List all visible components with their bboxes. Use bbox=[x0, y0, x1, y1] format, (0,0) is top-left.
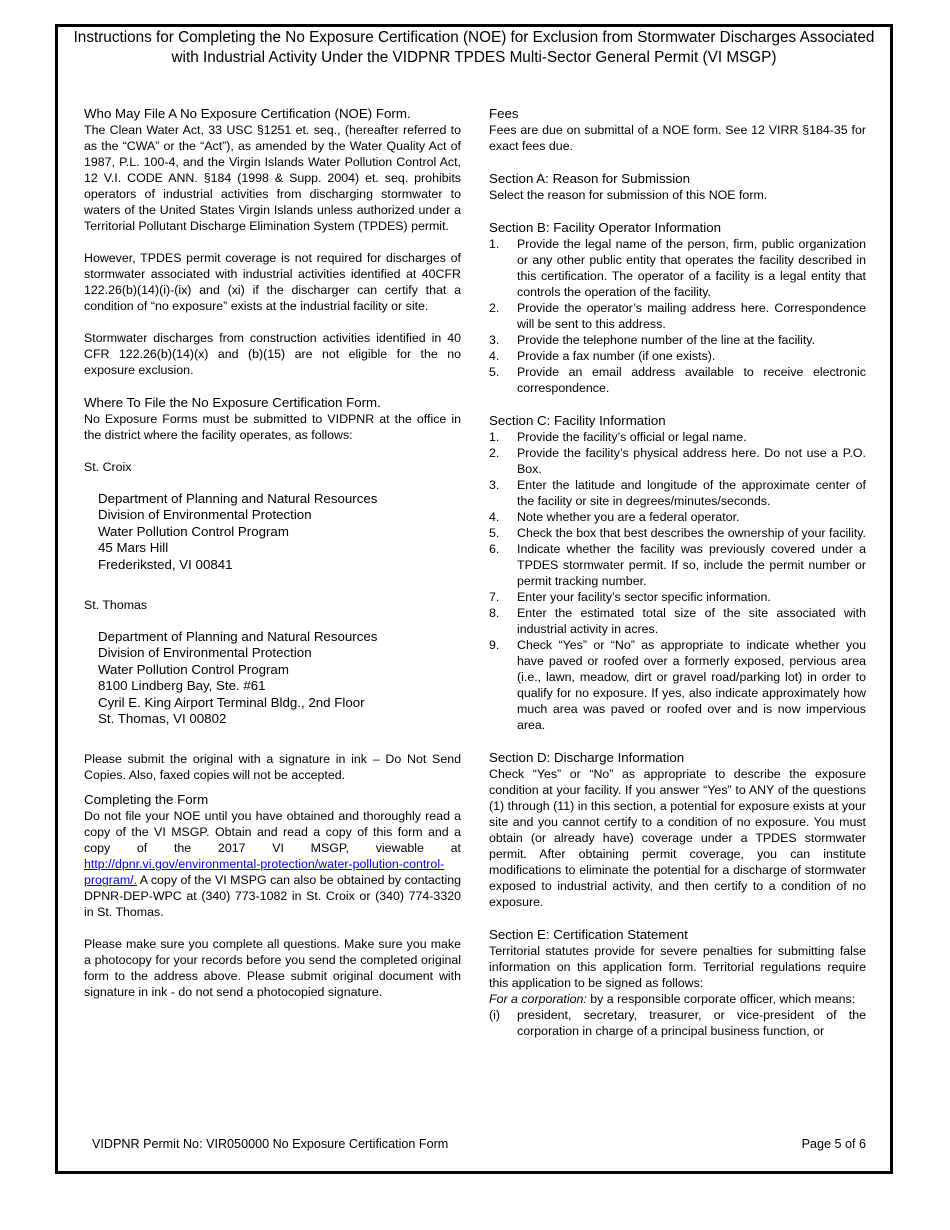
corporation-text: by a responsible corporate officer, which means: bbox=[586, 992, 856, 1006]
completing-paragraph-2: Please make sure you complete all questions. Make sure you make a photocopy for your records before you send the completed original form to the address above. Please submit original document with signature in ink - do not send a photocopied signature. bbox=[84, 937, 461, 1000]
address-line: 45 Mars Hill bbox=[98, 540, 169, 556]
completing-text-b: A copy of the VI MSPG can also be obtained by contacting DPNR-DEP-WPC at (340) 773-1082 in St. Croix or (340) 774-3320 in St. Thomas. bbox=[84, 873, 461, 920]
address-line: Water Pollution Control Program bbox=[98, 523, 289, 539]
section-d-heading: Section D: Discharge Information bbox=[489, 750, 685, 765]
section-e-corporation bbox=[489, 991, 866, 1007]
submit-note: Please submit the original with a signature in ink – Do Not Send Copies. Also, faxed copies will not be accepted. bbox=[84, 752, 461, 783]
address-line: St. Thomas, VI 00802 bbox=[98, 711, 227, 727]
corporation-label: For a corporation: bbox=[489, 992, 587, 1006]
st-thomas-label: St. Thomas bbox=[84, 598, 148, 613]
list-item: 2. Provide the operator’s mailing address here. Correspondence will be sent to this address. bbox=[489, 301, 866, 331]
list-item: 7. Enter your facility’s sector specific information. bbox=[489, 590, 771, 604]
address-line: Water Pollution Control Program bbox=[98, 661, 289, 677]
section-a-heading: Section A: Reason for Submission bbox=[489, 171, 691, 186]
completing-heading: Completing the Form bbox=[84, 792, 209, 808]
list-item: 9. Check “Yes” or “No” as appropriate to indicate whether you have paved or roofed over a formerly exposed, pervious area (i.e., lawn, meadow, dirt or gravel road/parking lot) in order to qualify for no exposure. If yes, also indicate approximately how much area was paved or roofed over and is now impervious area. bbox=[489, 638, 866, 732]
address-line: Department of Planning and Natural Resources bbox=[98, 629, 378, 645]
where-paragraph: No Exposure Forms must be submitted to VIDPNR at the office in the district where the facility operates, as follows: bbox=[84, 412, 461, 442]
address-line: Cyril E. King Airport Terminal Bldg., 2nd Floor bbox=[98, 694, 365, 710]
section-a-paragraph: Select the reason for submission of this NOE form. bbox=[489, 188, 768, 202]
address-line: Division of Environmental Protection bbox=[98, 507, 312, 523]
who-heading: Who May File A No Exposure Certification (NOE) Form. bbox=[84, 106, 411, 121]
section-e-list bbox=[489, 1007, 866, 1039]
list-item: 1. Provide the legal name of the person, firm, public organization or any other public entity that operates the facility described in this certification. The operator of a facility is a legal entity that controls the operation of the facility. bbox=[489, 237, 866, 299]
fees-paragraph: Fees are due on submittal of a NOE form. See 12 VIRR §184-35 for exact fees due. bbox=[489, 123, 866, 153]
list-item: 5. Provide an email address available to receive electronic correspondence. bbox=[489, 365, 866, 395]
address-line: Frederiksted, VI 00841 bbox=[98, 556, 233, 572]
address-line: 8100 Lindberg Bay, Ste. #61 bbox=[98, 678, 266, 694]
list-item: 6. Indicate whether the facility was previously covered under a TPDES stormwater permit. If so, include the permit number or permit tracking number. bbox=[489, 542, 866, 588]
section-c-list bbox=[489, 429, 866, 733]
list-item: 8. Enter the estimated total size of the site associated with industrial activity in acres. bbox=[489, 606, 866, 636]
where-heading: Where To File the No Exposure Certification Form. bbox=[84, 395, 381, 410]
list-item: 1. Provide the facility’s official or legal name. bbox=[489, 430, 747, 444]
who-paragraph-2: However, TPDES permit coverage is not required for discharges of stormwater associated with industrial activities identified at 40CFR 122.26(b)(14)(i)-(ix) and (xi) if the discharger can certify that a condition of “no exposure” exists at the industrial facility or site. bbox=[84, 251, 461, 313]
address-line: Division of Environmental Protection bbox=[98, 645, 312, 661]
completing-text-a: Do not file your NOE until you have obtained and thoroughly read a copy of the VI MSGP. Obtain and read a copy of this form and a copy of the 2017 VI MSGP, viewable at bbox=[84, 809, 461, 856]
st-croix-label: St. Croix bbox=[84, 460, 132, 474]
st-croix-address bbox=[98, 491, 461, 573]
left-column bbox=[84, 105, 461, 1000]
section-b-heading: Section B: Facility Operator Information bbox=[489, 220, 722, 235]
list-item: 4. Provide a fax number (if one exists). bbox=[489, 349, 716, 363]
section-b-list bbox=[489, 236, 866, 396]
section-d-paragraph: Check “Yes” or “No” as appropriate to describe the exposure condition at your facility. If you answer “Yes” to ANY of the questions (1) through (11) in this section, a potential for exposure exists at your site and you cannot certify to a condition of no exposure. You must obtain (or already have) coverage under a TPDES stormwater permit. After obtaining permit coverage, you can institute modifications to eliminate the potential for a discharge of stormwater exposed to industrial activity, and then certify to a condition of no exposure. bbox=[489, 767, 866, 909]
address-line: Department of Planning and Natural Resources bbox=[98, 491, 378, 506]
who-paragraph-3: Stormwater discharges from construction activities identified in 40 CFR 122.26(b)(14)(x) and (b)(15) are not eligible for the no exposure exclusion. bbox=[84, 331, 461, 377]
section-e-heading: Section E: Certification Statement bbox=[489, 927, 688, 942]
list-item: 4. Note whether you are a federal operator. bbox=[489, 510, 740, 524]
msgp-link[interactable]: http://dpnr.vi.gov/environmental-protection/water-pollution-control-program/. bbox=[84, 857, 445, 888]
who-paragraph-1: The Clean Water Act, 33 USC §1251 et. seq., (hereafter referred to as the “CWA” or the “Act”), as amended by the Water Quality Act of 1987, P.L. 100-4, and the Virgin Islands Water Pollution Control Act, 12 V.I. CODE ANN. §184 (1998 & Supp. 2004) et. seq. prohibits operators of industrial activities from discharging stormwater to waters of the United States Virgin Islands unless authorized under a Territorial Pollutant Discharge Elimination System (TPDES) permit. bbox=[84, 123, 461, 233]
list-item: (i) president, secretary, treasurer, or vice-president of the corporation in charge of a principal business function, or bbox=[489, 1008, 866, 1038]
footer-page-number: Page 5 of 6 bbox=[801, 1137, 866, 1151]
completing-paragraph-1 bbox=[84, 808, 461, 920]
right-column bbox=[489, 105, 866, 1039]
section-c-heading: Section C: Facility Information bbox=[489, 413, 666, 428]
section-e-paragraph: Territorial statutes provide for severe penalties for submitting false information on this application form. Territorial regulations require this application to be signed as follows: bbox=[489, 944, 866, 990]
list-item: 2. Provide the facility’s physical address here. Do not use a P.O. Box. bbox=[489, 446, 866, 476]
st-thomas-address bbox=[98, 629, 461, 727]
list-item: 3. Enter the latitude and longitude of the approximate center of the facility or site in degrees/minutes/seconds. bbox=[489, 478, 866, 508]
footer-permit-label: VIDPNR Permit No: VIR050000 No Exposure Certification Form bbox=[92, 1137, 449, 1151]
page-title: Instructions for Completing the No Exposure Certification (NOE) for Exclusion from Stormwater Discharges Associated with Industrial Activity Under the VIDPNR TPDES Multi-Sector General Permit (VI MSGP) bbox=[73, 29, 875, 66]
list-item: 3. Provide the telephone number of the line at the facility. bbox=[489, 333, 816, 347]
fees-heading: Fees bbox=[489, 106, 519, 121]
list-item: 5. Check the box that best describes the ownership of your facility. bbox=[489, 526, 866, 540]
